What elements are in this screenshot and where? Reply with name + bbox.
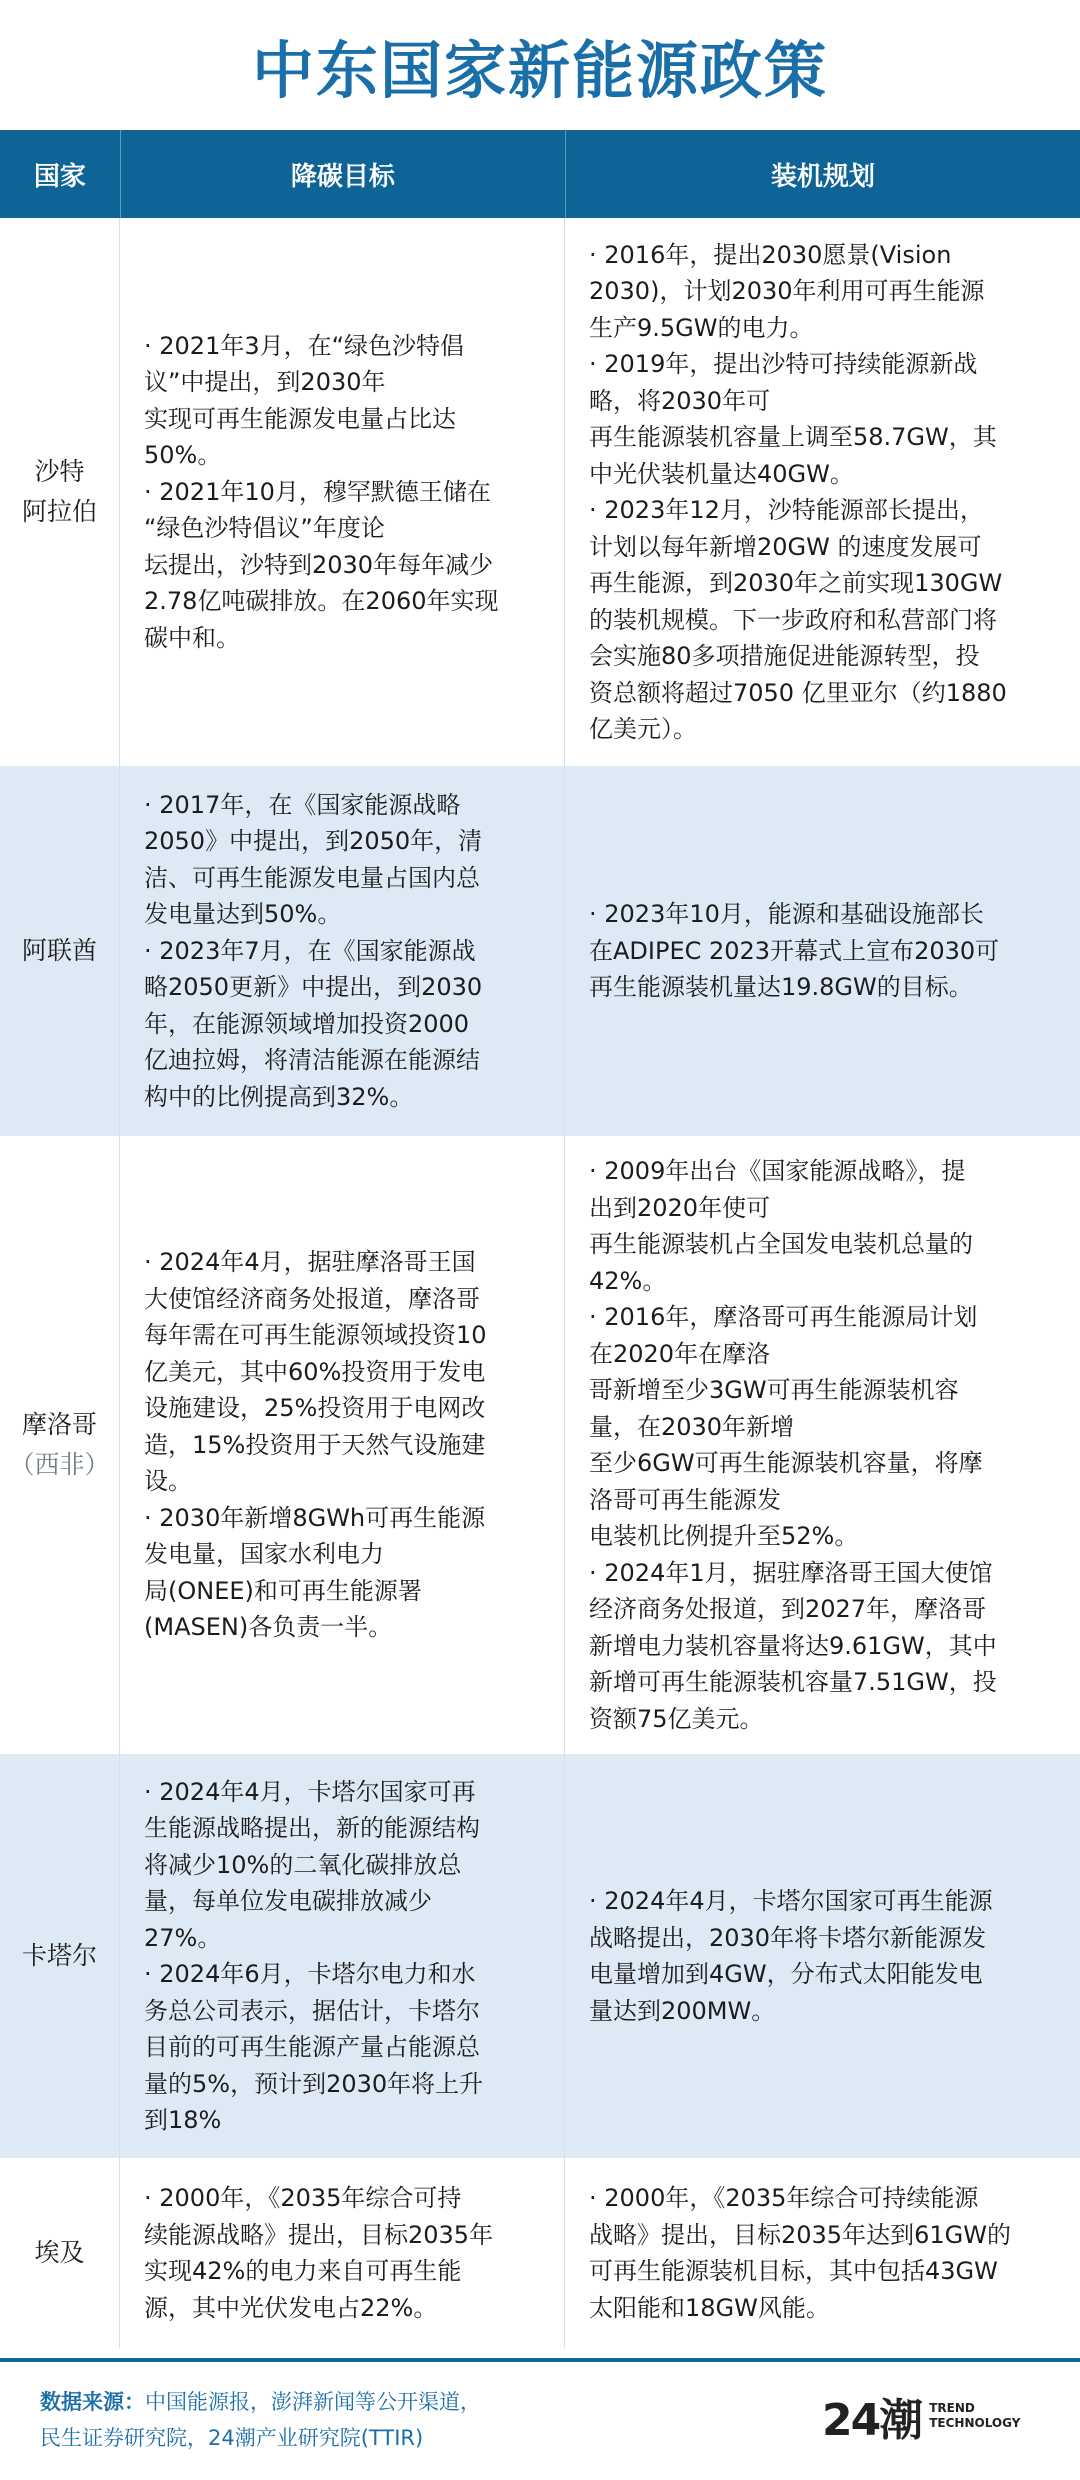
plan-text: · 2024年4月，卡塔尔国家可再生能源 战略提出，2030年将卡塔尔新能源发 电量增加到4GW，分布式太阳能发电 量达到200MW。 bbox=[589, 1887, 993, 2025]
table-header bbox=[0, 130, 1080, 218]
source-label: 数据来源： bbox=[40, 2390, 145, 2414]
target-cell bbox=[120, 1754, 565, 2158]
footer bbox=[0, 2362, 1080, 2480]
source-line-2: 民生证券研究院，24潮产业研究院(TTIR) bbox=[40, 2426, 424, 2450]
header-target: 降碳目标 bbox=[121, 130, 566, 218]
target-text: · 2000年，《2035年综合可持 续能源战略》提出，目标2035年 实现42%的电力来自可再生能 源，其中光伏发电占22%。 bbox=[144, 2184, 494, 2322]
country-cell bbox=[0, 1754, 120, 2158]
country-cell bbox=[0, 2158, 120, 2348]
logo-text-line-1: TREND bbox=[929, 2401, 975, 2415]
table-row bbox=[0, 766, 1080, 1136]
logo-text-line-2: TECHNOLOGY bbox=[929, 2416, 1021, 2430]
header-plan: 装机规划 bbox=[770, 161, 875, 192]
plan-cell bbox=[565, 218, 1080, 766]
table-row bbox=[0, 2158, 1080, 2348]
plan-text: · 2009年出台《国家能源战略》，提 出到2020年使可 再生能源装机占全国发电装机总量的 42%。 · 2016年，摩洛哥可再生能源局计划 在2020年在摩洛 哥新增至少3GW可再生能源装机容 量，在2030年新增 至少6GW可再生能源装机容量，将摩 洛哥可再生能源发 电装机比例提升至52%。 · 2024年1月，据驻摩洛哥王国大使馆 经济商务处报道，到2027年，摩洛哥 新增电力装机容量将达9.61GW，其中 新增可再生能源装机容量7.51GW，投 资额75亿美元。 bbox=[589, 1157, 997, 1733]
plan-text: · 2016年，提出2030愿景(Vision 2030)，计划2030年利用可再生能源 生产9.5GW的电力。 · 2019年，提出沙特可持续能源新战 略，将2030年可 再生能源装机容量上调至58.7GW，其 中光伏装机量达40GW。 · 2023年12月，沙特能源部长提出， 计划以每年新增20GW 的速度发展可 再生能源，到2030年之前实现130GW 的装机规模。下一步政府和私营部门将 会实施80多项措施促进能源转型，投 资总额将超过7050 亿里亚尔（约1880 亿美元）。 bbox=[589, 240, 1007, 743]
target-text: · 2024年4月，据驻摩洛哥王国 大使馆经济商务处报道，摩洛哥 每年需在可再生能源领域投资10 亿美元，其中60%投资用于发电 设施建设，25%投资用于电网改 造，15%投资用于天然气设施建 设。 · 2030年新增8GWh可再生能源 发电量，国家水利电力 局(ONEE)和可再生能源署 (MASEN)各负责一半。 bbox=[144, 1248, 487, 1642]
table-row bbox=[0, 1136, 1080, 1754]
country-name-line2: 阿拉伯 bbox=[21, 497, 97, 526]
country-cell bbox=[0, 766, 120, 1136]
policy-table bbox=[0, 130, 1080, 2348]
page-title: 中东国家新能源政策 bbox=[251, 33, 828, 107]
target-cell bbox=[120, 2158, 565, 2348]
table-row bbox=[0, 218, 1080, 766]
plan-cell bbox=[565, 1136, 1080, 1754]
logo-mark: 24潮 bbox=[822, 2395, 922, 2446]
plan-cell bbox=[565, 766, 1080, 1136]
country-cell bbox=[0, 1136, 120, 1754]
brand-logo bbox=[822, 2386, 1020, 2446]
table-row bbox=[0, 1754, 1080, 2158]
target-cell bbox=[120, 218, 565, 766]
data-source bbox=[40, 2384, 600, 2456]
plan-text: · 2000年，《2035年综合可持续能源 战略》提出，目标2035年达到61GW的 可再生能源装机目标，其中包括43GW 太阳能和18GW风能。 bbox=[589, 2184, 1011, 2322]
target-cell bbox=[120, 766, 565, 1136]
logo-text bbox=[929, 2401, 1020, 2431]
target-text: · 2024年4月，卡塔尔国家可再 生能源战略提出，新的能源结构 将减少10%的二氧化碳排放总 量，每单位发电碳排放减少 27%。 · 2024年6月，卡塔尔电力和水 务总公司表示，据估计，卡塔尔 目前的可再生能源产量占能源总 量的5%，预计到2030年将上升 到18% bbox=[144, 1777, 484, 2134]
country-name: 埃及 bbox=[34, 2238, 85, 2267]
country-name: 卡塔尔 bbox=[21, 1941, 97, 1970]
source-line-1: 中国能源报，澎湃新闻等公开渠道， bbox=[145, 2390, 481, 2414]
country-name: 阿联酋 bbox=[21, 936, 97, 965]
plan-text: · 2023年10月，能源和基础设施部长 在ADIPEC 2023开幕式上宣布2030可 再生能源装机量达19.8GW的目标。 bbox=[589, 900, 1000, 1002]
target-cell bbox=[120, 1136, 565, 1754]
country-name: 沙特 bbox=[34, 457, 85, 486]
country-cell bbox=[0, 218, 120, 766]
country-region: （西非） bbox=[9, 1450, 110, 1479]
header-country: 国家 bbox=[0, 130, 121, 218]
target-text: · 2017年，在《国家能源战略 2050》中提出，到2050年，清 洁、可再生能源发电量占国内总 发电量达到50%。 · 2023年7月，在《国家能源战 略2050更新》中提出，到2030 年，在能源领域增加投资2000 亿迪拉姆，将清洁能源在能源结 构中的比例提高到32%。 bbox=[144, 790, 483, 1111]
plan-cell bbox=[565, 2158, 1080, 2348]
plan-cell bbox=[565, 1754, 1080, 2158]
country-name: 摩洛哥 bbox=[21, 1410, 97, 1439]
target-text: · 2021年3月，在“绿色沙特倡 议”中提出，到2030年 实现可再生能源发电量占比达 50%。 · 2021年10月，穆罕默德王储在 “绿色沙特倡议”年度论 坛提出，沙特到2030年每年减少 2.78亿吨碳排放。在2060年实现 碳中和。 bbox=[144, 331, 499, 652]
